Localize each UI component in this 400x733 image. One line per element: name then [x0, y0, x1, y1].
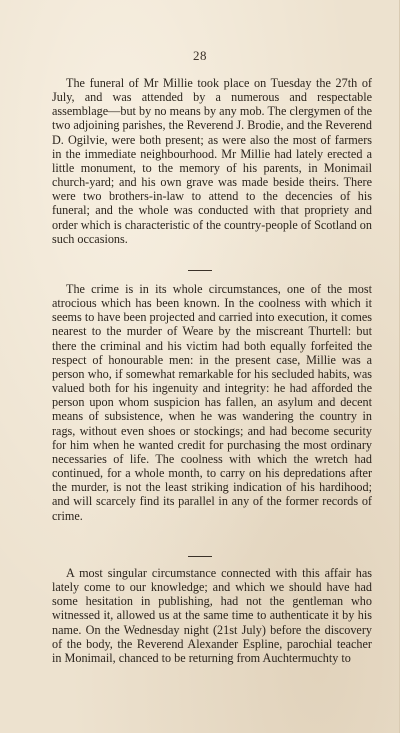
paragraph-text: The crime is in its whole circumstances, one of the most atrocious which has been known. In the coolness with which it seems to have been projected and carried into execution, it comes nearest to the murder of Weare by the miscreant Thurtell: but there the criminal and his victim had both equally forfeited the respect of honourable men: in the present case, Millie was a person who, if somewhat remarkable for his secluded habits, was valued both for his ingenuity and integrity: he had afforded the person upon whom suspicion has fallen, an asylum and decent means of subsistence, when he was wandering the country in rags, without even shoes or stockings; and had become security for him when he wanted credit for purchasing the most ordinary necessaries of life. The coolness with which the wretch had continued, for a whole month, to carry on his depredations after the murder, is not the least striking indication of his hardihood; and will scarcely find its parallel in any of the former records of crime. [52, 282, 372, 523]
paragraph-text: A most singular circumstance connected with this affair has lately come to our knowledge; and which we should have had some hesitation in publishing, had not the gentleman who witnessed it, allowed us at the same time to authenticate it by his name. On the Wednesday night (21st July) before the discovery of the body, the Reverend Alexander Espline, parochial teacher in Monimail, chanced to be returning from Auchtermuchty to [52, 566, 372, 665]
section-divider [188, 270, 212, 271]
paragraph-circumstance [52, 566, 372, 665]
page-number: 28 [193, 48, 207, 63]
section-divider [188, 556, 212, 557]
paragraph-text: The funeral of Mr Millie took place on Tuesday the 27th of July, and was attended by a numerous and respectable assemblage—but by no means by any mob. The clergymen of the two adjoining parishes, the Reverend J. Brodie, and the Reverend D. Ogilvie, were both present; as were also the most of farmers in the immediate neighbourhood. Mr Millie had lately erected a little monument, to the memory of his parents, in Monimail church-yard; and his own grave was made beside theirs. There were two brothers-in-law to attend to the decencies of his funeral; and the whole was conducted with that propriety and order which is characteristic of the country-people of Scotland on such occasions. [52, 76, 372, 246]
paragraph-funeral [52, 76, 372, 246]
paragraph-crime [52, 282, 372, 523]
